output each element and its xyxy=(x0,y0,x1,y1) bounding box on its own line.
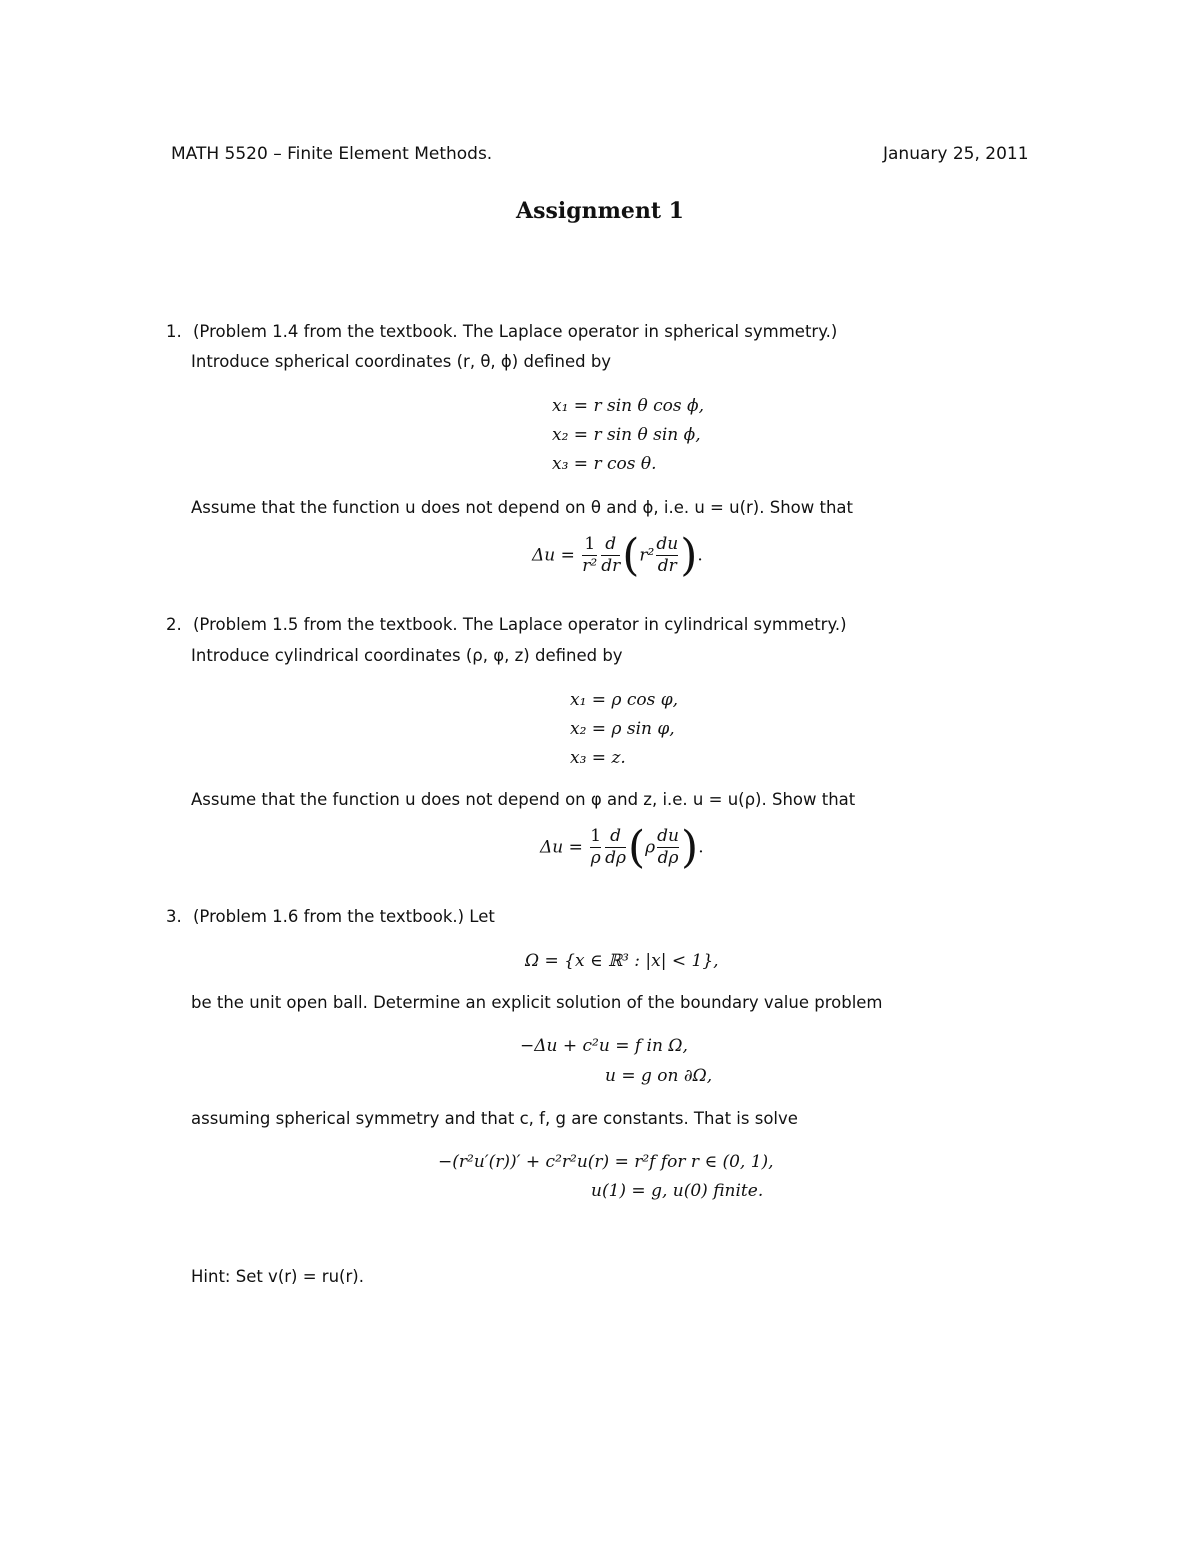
formula-lhs: Δu = xyxy=(540,837,583,858)
problem-1-coords-text: Introduce spherical coordinates (r, θ, ϕ) defined by xyxy=(191,352,612,371)
problem-1-number: 1. xyxy=(166,322,182,341)
date-header: January 25, 2011 xyxy=(883,144,1029,164)
problem-1-intro: (Problem 1.4 from the textbook. The Laplace operator in spherical symmetry.) xyxy=(193,322,838,341)
problem-2-result-formula: Δu = $\frac{1}{\rho}$ $\frac{d}{d\rho}$ (ρ $\frac{du}{d\rho}$ ). xyxy=(540,822,704,873)
problem-1-result-formula: Δu = $\frac{1}{\text{r²}}$ $\frac{d}{dr}$ (r² $\frac{du}{dr}$ ). xyxy=(532,530,703,581)
problem-1-assume-text: Assume that the function u does not depend on θ and ϕ, i.e. u = u(r). Show that xyxy=(191,498,854,517)
fraction-derivative: $\frac{d}{d\rho}$ xyxy=(605,826,626,868)
problem-1-equation-1: x₁ = r sin θ cos ϕ, xyxy=(552,396,705,416)
problem-3-omega-definition: Ω = {x ∈ ℝ³ : |x| < 1}, xyxy=(525,951,719,971)
problem-2-intro: (Problem 1.5 from the textbook. The Laplace operator in cylindrical symmetry.) xyxy=(193,615,847,634)
fraction-coefficient: $\frac{1}{\text{r²}}$ xyxy=(582,534,598,576)
problem-3-ode-line-1: −(r²u′(r))′ + c²r²u(r) = r²f for r ∈ (0, 1), xyxy=(438,1152,774,1172)
problem-3-intro: (Problem 1.6 from the textbook.) Let xyxy=(193,907,495,926)
problem-3-ode-line-2: u(1) = g, u(0) finite. xyxy=(591,1181,764,1201)
problem-3-number: 3. xyxy=(166,907,182,926)
problem-2-equation-1: x₁ = ρ cos φ, xyxy=(570,690,679,710)
course-header: MATH 5520 – Finite Element Methods. xyxy=(171,144,493,164)
problem-3-bvp-line-1: −Δu + c²u = f in Ω, xyxy=(520,1036,688,1056)
problem-2-equation-2: x₂ = ρ sin φ, xyxy=(570,719,675,739)
problem-1-equation-3: x₃ = r cos θ. xyxy=(552,454,657,474)
problem-3-ball-text: be the unit open ball. Determine an explicit solution of the boundary value problem xyxy=(191,993,883,1012)
problem-3-hint: Hint: Set v(r) = ru(r). xyxy=(191,1267,364,1286)
fraction-inner: $\frac{du}{dr}$ xyxy=(656,534,679,576)
problem-3-assume-text: assuming spherical symmetry and that c, f, g are constants. That is solve xyxy=(191,1109,798,1128)
problem-3-bvp-line-2: u = g on ∂Ω, xyxy=(605,1066,713,1086)
problem-1-equation-2: x₂ = r sin θ sin ϕ, xyxy=(552,425,701,445)
problem-2-number: 2. xyxy=(166,615,182,634)
fraction-derivative: $\frac{d}{dr}$ xyxy=(601,534,621,576)
fraction-inner: $\frac{du}{d\rho}$ xyxy=(657,826,680,868)
problem-2-coords-text: Introduce cylindrical coordinates (ρ, φ, z) defined by xyxy=(191,646,623,665)
problem-2-assume-text: Assume that the function u does not depend on φ and z, i.e. u = u(ρ). Show that xyxy=(191,790,856,809)
formula-lhs: Δu = xyxy=(532,545,575,566)
problem-2-equation-3: x₃ = z. xyxy=(570,748,626,768)
fraction-coefficient: $\frac{1}{\rho}$ xyxy=(590,826,602,868)
page-title: Assignment 1 xyxy=(516,198,684,224)
